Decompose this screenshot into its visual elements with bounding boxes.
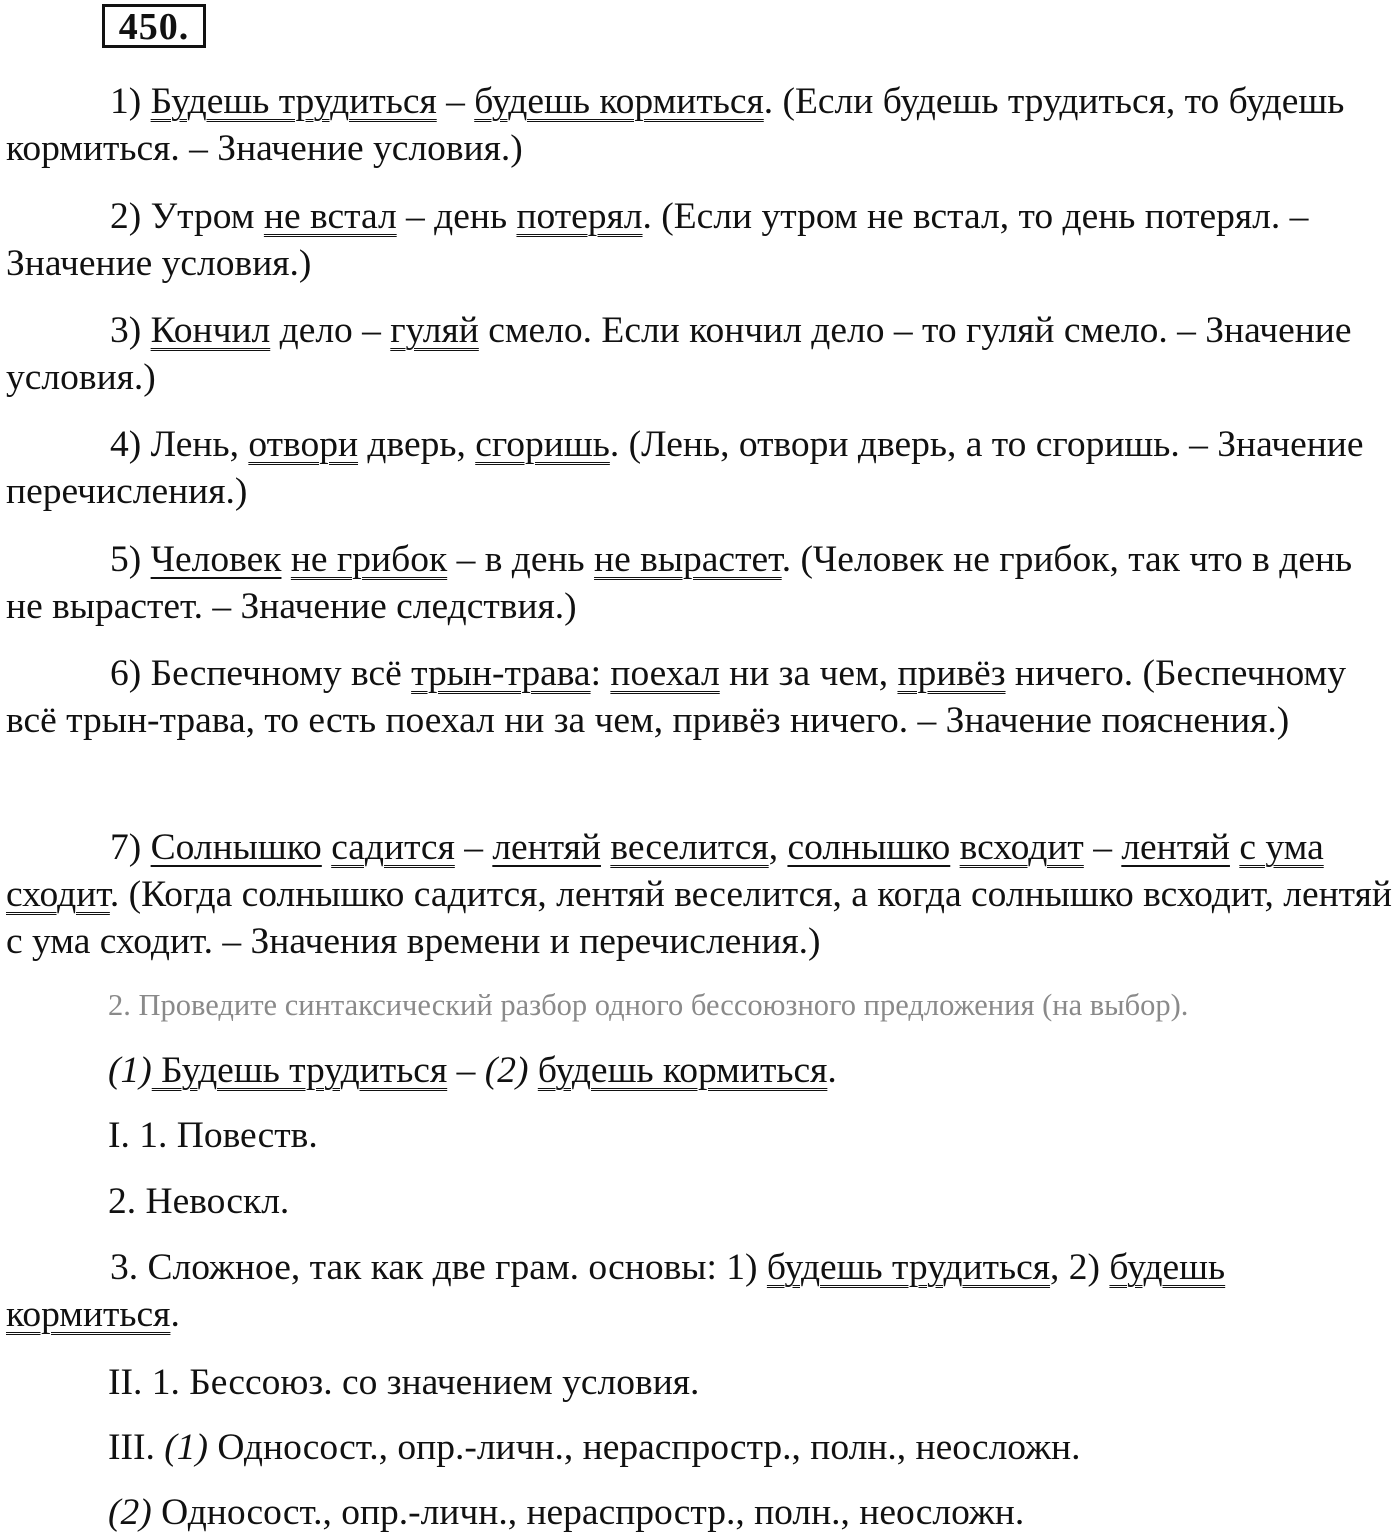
subject: лентяй <box>1121 827 1230 868</box>
predicate: гуляй <box>390 310 479 351</box>
item-7: 7) Солнышко садится – лентяй веселится, солнышко всходит – лентяй с ума сходит. (Когда солнышко садится, лентяй веселится, а когда солнышко всходит, лентяй с ума сходит. – Значения времени и перечисления.) <box>6 827 1392 962</box>
item-1: 1) Будешь трудиться – будешь кормиться. (Если будешь трудиться, то будешь кормиться. – Значение условия.) <box>6 81 1345 169</box>
task-number: 450. <box>102 4 206 48</box>
analysis-line-6: (2) Односост., опр.-личн., нераспростр., полн., неосложн. <box>108 1492 1025 1533</box>
analysis-sentence: (1) Будешь трудиться – (2) будешь кормиться. <box>108 1050 837 1091</box>
analysis-line-4: II. 1. Бессоюз. со значением условия. <box>108 1362 700 1403</box>
predicate: поехал <box>610 653 720 694</box>
subject: лентяй <box>492 827 601 868</box>
predicate: сгоришь <box>475 424 610 465</box>
predicate: будешь кормиться <box>474 81 764 122</box>
predicate: потерял <box>516 196 643 237</box>
analysis-line-2: 2. Невоскл. <box>108 1181 290 1222</box>
predicate: отвори <box>248 424 359 465</box>
predicate: Будешь трудиться <box>151 1050 448 1091</box>
subject: Человек <box>150 539 282 580</box>
predicate: не вырастет <box>594 539 782 580</box>
item-5: 5) Человек не грибок – в день не вырастет. (Человек не грибок, так что в день не вырастет. – Значение следствия.) <box>6 539 1353 627</box>
analysis-line-5: III. (1) Односост., опр.-личн., нераспростр., полн., неосложн. <box>108 1427 1081 1468</box>
subject: Солнышко <box>150 827 322 868</box>
question-2: 2. Проведите синтаксический разбор одного бессоюзного предложения (на выбор). <box>108 988 1189 1022</box>
predicate: Будешь трудиться <box>150 81 437 122</box>
predicate: веселится <box>610 827 769 868</box>
analysis-line-3: 3. Сложное, так как две грам. основы: 1) будешь трудиться, 2) будешь кормиться. <box>6 1247 1226 1335</box>
predicate: всходит <box>959 827 1084 868</box>
predicate: будешь кормиться <box>6 1247 1226 1335</box>
predicate: Кончил <box>150 310 271 351</box>
analysis-line-1: I. 1. Повеств. <box>108 1115 318 1156</box>
predicate: трын-трава <box>411 653 591 694</box>
predicate: привёз <box>897 653 1006 694</box>
predicate: с ума сходит <box>6 827 1324 915</box>
predicate: не встал <box>263 196 397 237</box>
item-6: 6) Беспечному всё трын-трава: поехал ни за чем, привёз ничего. (Беспечному всё трын-трава, то есть поехал ни за чем, привёз ничего. – Значение пояснения.) <box>6 653 1346 741</box>
predicate: садится <box>331 827 455 868</box>
predicate: не грибок <box>290 539 448 580</box>
item-4: 4) Лень, отвори дверь, сгоришь. (Лень, отвори дверь, а то сгоришь. – Значение перечисления.) <box>6 424 1364 512</box>
item-2: 2) Утром не встал – день потерял. (Если утром не встал, то день потерял. – Значение условия.) <box>6 196 1309 284</box>
predicate: будешь трудиться <box>766 1247 1051 1288</box>
predicate: будешь кормиться <box>537 1050 828 1091</box>
subject: солнышко <box>787 827 951 868</box>
item-3: 3) Кончил дело – гуляй смело. Если кончил дело – то гуляй смело. – Значение условия.) <box>6 310 1352 398</box>
